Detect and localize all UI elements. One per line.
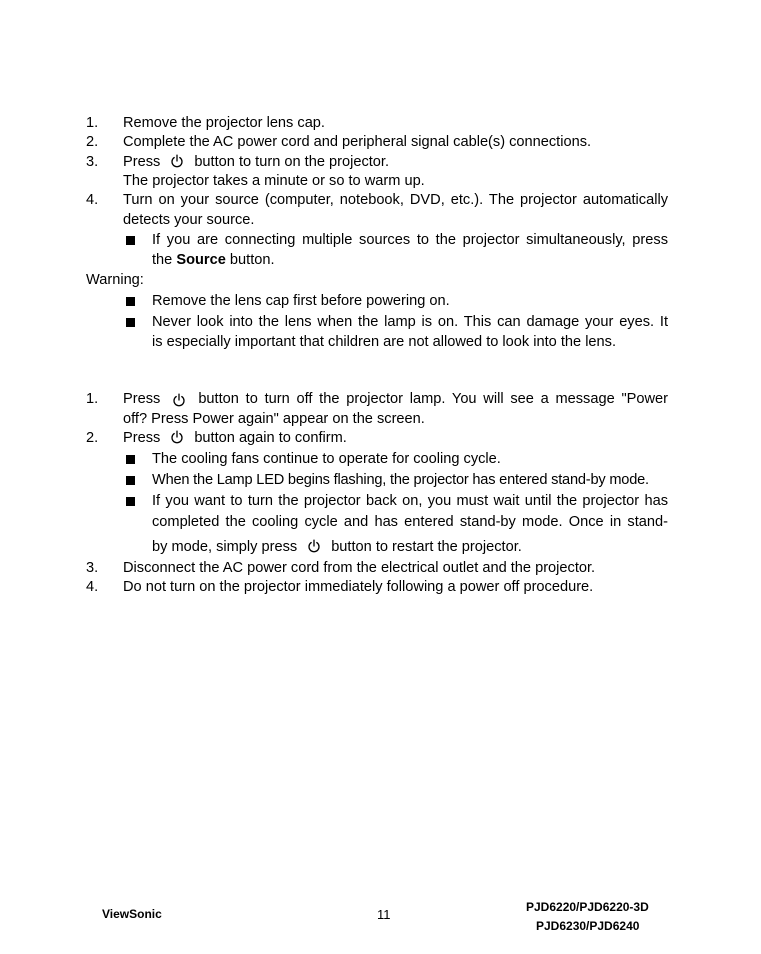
step-subtext: The projector takes a minute or so to warm up. [123,173,425,189]
bullet-square [126,318,135,327]
step-text: Press button to turn on the projector. [123,154,390,170]
bullet-text: The cooling fans continue to operate for cooling cycle. [152,451,501,467]
power-icon [172,393,186,407]
source-button-label: Source [176,252,226,268]
step-text: Disconnect the AC power cord from the electrical outlet and the projector. [123,560,596,576]
bullet-text: by mode, simply press button to restart the projector. [152,539,522,555]
step-text: detects your source. [123,212,255,228]
step-text: off? Press Power again" appear on the screen. [123,411,425,427]
power-icon [170,430,184,444]
bullet-text: Never look into the lens when the lamp is on. This can damage your eyes. It [152,314,668,330]
step-text: Turn on your source (computer, notebook, DVD, etc.). The projector automatically [123,192,668,208]
step-number: 4. [86,579,99,595]
step-number: 3. [86,560,99,576]
power-icon [307,539,321,553]
bullet-square [126,476,135,485]
footer-model-1: PJD6220/PJD6220-3D [526,900,649,914]
step-text: Do not turn on the projector immediately following a power off procedure. [123,579,594,595]
bullet-square [126,455,135,464]
footer-model-2: PJD6230/PJD6240 [536,919,640,933]
bullet-text: completed the cooling cycle and has entered stand-by mode. Once in stand- [152,514,668,530]
bullet-text: the Source button. [152,252,275,268]
bullet-text: When the Lamp LED begins flashing, the projector has entered stand-by mode. [152,472,649,488]
footer-brand: ViewSonic [102,907,162,921]
step-number: 1. [86,115,99,131]
step-number: 4. [86,192,99,208]
bullet-text: If you are connecting multiple sources to the projector simultaneously, press [152,232,668,248]
step-text: Press button again to confirm. [123,430,347,446]
bullet-square [126,297,135,306]
step-number: 1. [86,391,99,407]
bullet-square [126,236,135,245]
page-number: 11 [377,907,391,922]
step-number: 3. [86,154,99,170]
step-number: 2. [86,430,99,446]
step-text: Complete the AC power cord and peripheral signal cable(s) connections. [123,134,592,150]
power-icon [170,154,184,168]
bullet-text: If you want to turn the projector back on, you must wait until the projector has [152,493,668,509]
bullet-square [126,497,135,506]
step-text: Remove the projector lens cap. [123,115,325,131]
warning-label: Warning: [86,272,144,288]
bullet-text: Remove the lens cap first before powering on. [152,293,450,309]
step-number: 2. [86,134,99,150]
bullet-text: is especially important that children are not allowed to look into the lens. [152,334,617,350]
step-text: Press button to turn off the projector lamp. You will see a message "Power [123,391,668,407]
